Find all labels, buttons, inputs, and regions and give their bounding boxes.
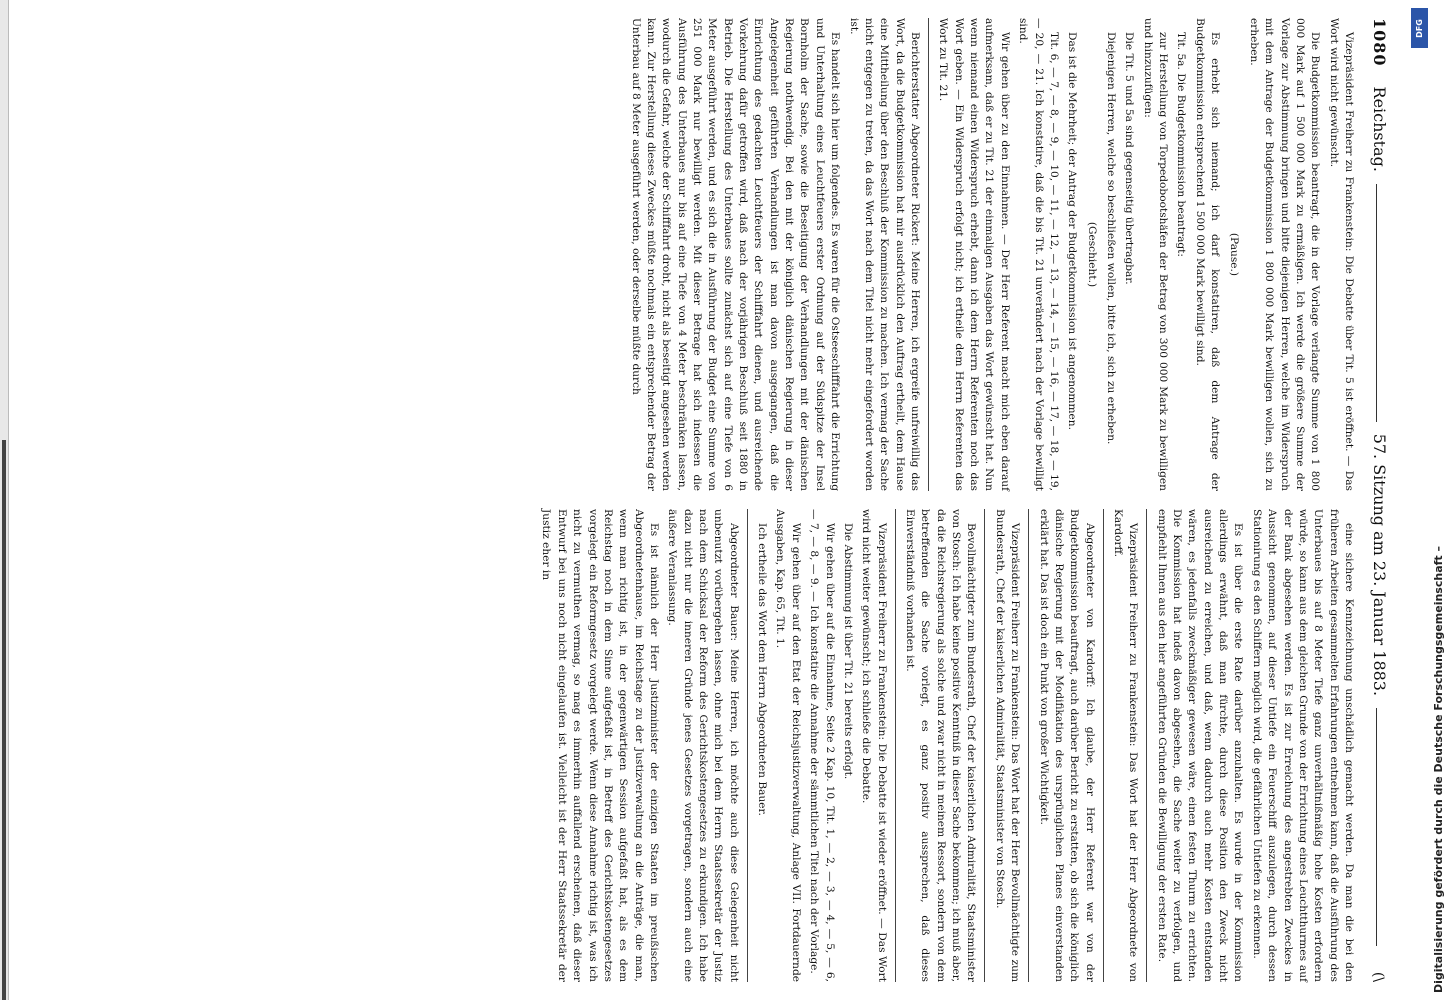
paragraph: Wir gehen über zu den Einnahmen. — Der Herr Referent macht mich eben darauf aufmerksam, daß er zu Tit. 21 der einmaligen Ausgaben das Wort gewünscht hat. Nun wenn niemand einen Widerspruch erhebt, dann ich dem Herrn Referenten noch das Wort geben. — Ein Widerspruch erfolgt nicht; ich ertheile dem Herrn Referenten das Wort zu Tit. 21. <box>937 18 1011 491</box>
text-columns <box>46 18 1356 982</box>
page-number: 1080 <box>1370 18 1389 67</box>
section-divider <box>1146 509 1147 982</box>
paragraph: Es erhebt sich niemand; ich darf konstatiren, daß dem Antrage der Budgetkommission entsprechend 1 500 000 Mark bewilligt sind. <box>1193 18 1222 491</box>
paragraph: Vizepräsident Freiherr zu Frankenstein: Die Debatte ist wieder eröffnet. — Das Wort wird nicht weiter gewünscht; ich schließe die Debatte. <box>860 509 888 982</box>
rotated-page <box>38 18 1398 982</box>
section-divider <box>984 509 985 982</box>
digitization-notice: Digitalisierung gefördert durch die Deutsche Forschungsgemeinschaft – <box>1432 546 1445 993</box>
header-rule-right <box>1376 708 1377 946</box>
section-divider <box>895 509 896 982</box>
header-section: Reichstag. <box>1370 86 1389 172</box>
section-divider <box>928 18 929 491</box>
page-header <box>1370 18 1398 982</box>
paragraph: Tit. 6, — 7, — 8, — 9, — 10, — 11, — 12, — 13, — 14, — 15, — 16, — 17, — 18, — 19, — 20, — 21. Ich konstatire, daß die bis Tit. 21 unverändert nach der Vorlage bewilligt sind. <box>1017 18 1060 491</box>
dfg-logo-text: DFG <box>1415 18 1425 38</box>
paragraph: Abgeordneter Bauer: Meine Herren, ich möchte auch diese Gelegenheit nicht unbenutzt vorübergehen lassen, ohne mich bei dem Herrn Staatssekretär der Justiz nach dem Schicksal der Reform des Gerichtskostengesetzes zu erkundigen. Ich habe dazu nicht nur die inneren Gründe jenes Gesetzes vorgetragen, sondern auch eine äußere Veranlassung. <box>666 509 740 982</box>
paragraph: eine sichere Kennzeichnung unschädlich gemacht werden. Da man die bei den früheren Arbeiten gesammelten Erfahrungen entnehmen kann, daß die Ausführung des Unterbaues bis auf 8 Meter Tiefe ganz unverhältnißmäßig hohe Kosten erfordern würde, so kann aus dem gleichen Grunde von der Errichtung eines Leuchtthurmes auf der Bank abgesehen werden. Es ist zur Erreichung des angestrebten Zweckes in Aussicht genommen, auf dieser Untiefe ein Feuerschiff auszulegen, durch dessen Stationirung es den Schiffern möglich wird, die gefährlichen Untiefen zu erkennen. <box>1250 509 1355 982</box>
paragraph: Vizepräsident Freiherr zu Frankenstein: Das Wort hat der Herr Abgeordnete von Kardorff. <box>1111 509 1140 982</box>
text-column-left <box>46 18 1356 491</box>
text-column-right <box>46 509 1356 982</box>
paragraph: Diejenigen Herren, welche so beschließen wollen, bitte ich, sich zu erheben. <box>1104 32 1117 445</box>
header-session: 57. Sitzung am 23. Januar 1883. <box>1370 433 1389 697</box>
paragraph: Die Abstimmung ist über Tit. 21 bereits erfolgt. <box>841 523 854 780</box>
paragraph: Bevollmächtigter zum Bundesrath, Chef der kaiserlichen Admiralität, Staatsminister von Stosch: Ich habe keine positive Kenntniß in dieser Sache bekommen; ich muß aber, da die Reichsregierung als solche und zwar nicht in meinem Ressort, sondern von dem betreffenden die Sache vorlegt, es ganz positiv aussprechen, daß dieses Einverständniß vorhanden ist. <box>904 509 978 982</box>
stage-direction: (Geschieht.) <box>1085 221 1098 288</box>
paragraph: Es ist über die erste Rate darüber anzuhalten. Es wurde in der Kommission allerdings erwähnt, daß man fürchte, durch diese Position den Zweck nicht ausreichend zu erreichen, und daß, wenn dadurch auch mehr Kosten entstanden wären, es jedenfalls zweckmäßiger gewesen wäre, einen festen Thurm zu errichten. Die Kommission hat indeß davon abgesehen, die Sache weiter zu verfolgen, und empfiehlt Ihnen aus den hier angeführten Gründen die Bewilligung der ersten Rate. <box>1155 509 1245 982</box>
paragraph: Vizepräsident Freiherr zu Frankenstein: Die Debatte über Tit. 5 ist eröffnet. — Das Wort wird nicht gewünscht. <box>1327 18 1355 491</box>
stage-direction: (Pause.) <box>1228 232 1241 277</box>
paragraph: Vizepräsident Freiherr zu Frankenstein: Das Wort hat der Herr Bevollmächtigte zum Bundesrath, Chef der kaiserlichen Admiralität, Staatsminister von Stosch. <box>993 509 1022 982</box>
paragraph: Die Tit. 5 und 5a sind gegenseitig übertragbar. <box>1123 32 1136 285</box>
section-divider <box>1103 509 1104 982</box>
section-divider <box>1028 509 1029 982</box>
paragraph: Das ist die Mehrheit; der Antrag der Budgetkommission ist angenommen. <box>1066 32 1079 430</box>
paragraph: Die Budgetkommission beantragt, die in der Vorlage verlangte Summe von 1 800 000 Mark auf 1 500 000 Mark zu ermäßigen. Ich werde die größere Summe der Vorlage zur Abstimmung bringen und bitte diejenigen Herren, welche im Widerspruch mit dem Antrage der Budgetkommission 1 800 000 Mark bewilligen wollen, sich zu erheben. <box>1247 18 1322 491</box>
paragraph: Ich ertheile das Wort dem Herrn Abgeordneten Bauer. <box>756 523 769 816</box>
header-rule <box>1376 184 1377 422</box>
section-divider <box>747 509 748 982</box>
paragraph: Es handelt sich hier um folgendes. Es waren für die Ostseeschifffahrt die Errichtung und Unterhaltung eines Leuchtfeuers erster Ordnung auf der Südspitze der Insel Bornholm der Sache, sowie die Beseitigung der Verhandlungen mit der dänischen Regierung nothwendig. Bei den mit der königlich dänischen Regierung in dieser Angelegenheit geführten Verhandlungen ist man davon ausgegangen, daß die Einrichtung des gedachten Leuchtfeuers der Schifffahrt dienen, und ausreichende Vorkehrung dafür getroffen wird, daß nach der vorjährigen Beschluß seit 1880 in Betrieb. Die Herstellung des Unterbaues sollte zunächst sich auf eine Tiefe von 6 Meter ausgeführt werden, und es sich die in Ausführung der Budget eine Summe von 251 000 Mark nur bewilligt werden. Mit dieser Betrage hat sich indessen die Ausführung des Unterbaues nur bis auf eine Tiefe von 4 Meter beschränken lassen, wodurch die Gefahr, welche der Schifffahrt droht, nicht als beseitigt angesehen werden kann. Zur Herstellung dieses Zweckes müßte nochmals ein entsprechender Betrag der Unterbau auf 8 Meter ausgeführt werden, oder derselbe müßte durch <box>629 18 842 491</box>
paragraph: Berichterstatter Abgeordneter Rickert: Meine Herren, ich ergreife unfreiwillig das Wort, da die Budgetkommission hat mir ausdrücklich den Auftrag ertheilt, dem Hause eine Mittheilung über den Beschluß der Kommission zu machen. Ich vermag der Sache nicht entgegen zu treten, da das Wort nach dem Titel nicht mehr eingefordert worden ist. <box>847 18 922 491</box>
header-corner-mark: (\ <box>1370 971 1386 982</box>
paragraph: Tit. 5a. Die Budgetkommission beantragt: <box>1175 32 1188 257</box>
paragraph: zur Herstellung von Torpedobootshäfen der Betrag von 300 000 Mark zu bewilligen und hinzuzufügen: <box>1141 18 1170 491</box>
paragraph: Wir gehen über auf die Einnahme, Seite 2 Kap. 10, Tit. 1, — 2, — 3, — 4, — 5, — 6, — 7, — 8, — 9. — Ich konstatire die Annahme der sämmtlichen Titel nach der Vorlage. <box>808 509 836 982</box>
digitization-sidebar <box>1405 0 1432 1000</box>
paragraph: Wir gehen über auf den Etat der Reichsjustizverwaltung, Anlage VII. Fortdauernde Ausgaben, Kap. 65, Tit. 1. <box>774 509 802 982</box>
scan-edge-mark <box>2 440 6 1000</box>
paragraph: Abgeordneter von Kardorff: Ich glaube, der Herr Referent war von der Budgetkommission beauftragt, auch darüber Bericht zu erstatten, ob sich die königlich dänische Regierung mit der Modifikation des ursprünglichen Planes einverstanden erklärt hat. Das ist doch ein Punkt von großer Wichtigkeit. <box>1037 509 1096 982</box>
paragraph: Es ist nämlich der Herr Justizminister der einzigen Staaten im preußischen Abgeordnetenhause, im Reichstage zu der Justizverwaltung an die Anträge, die man, wenn man richtig ist, in der gegenwärtigen Session aufgefaßt hat, als es dem Reichstag noch in dem Sinne aufgefaßt ist, in Betreff des Gerichtskostengesetzes vorgelegt ein Reformgesetz vorgelegt werde. Wenn diese Annahme richtig ist, was ich nicht zu vermuthen vermag, so mag es immerhin auffallend erscheinen, daß dieser Entwurf bei uns noch nicht eingelaufen ist. Vielleicht ist der Herr Staatssekretär der Justiz eher in <box>540 509 660 982</box>
dfg-logo <box>1411 8 1428 48</box>
